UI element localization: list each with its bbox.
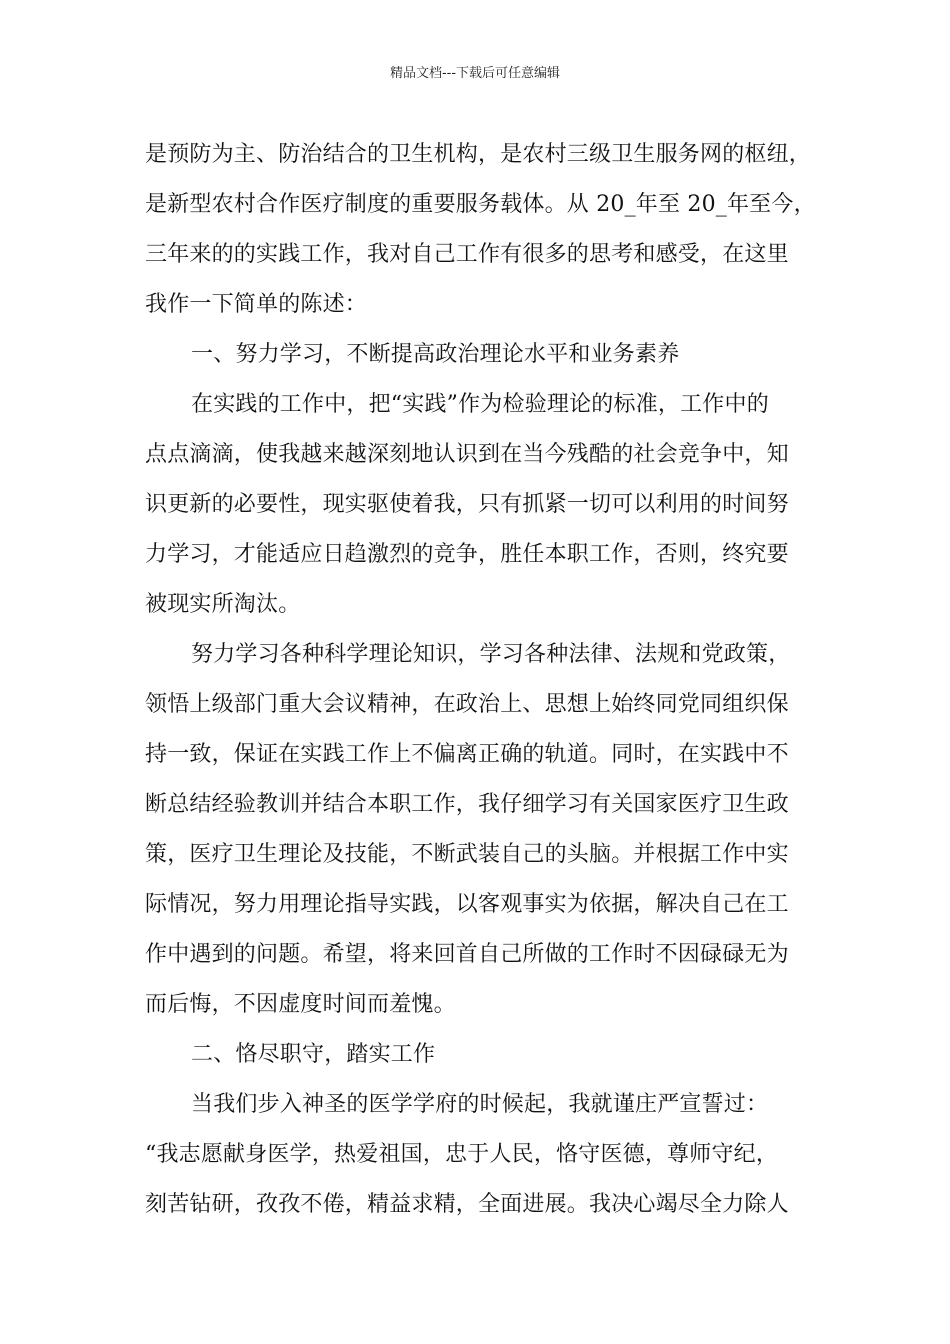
text-line: 在实践的工作中，把“实践”作为检验理论的标准，工作中的 (191, 392, 769, 417)
text-line: 三年来的的实践工作，我对自己工作有很多的思考和感受，在这里 (145, 242, 789, 267)
text-line: 当我们步入神圣的医学学府的时候起，我就谨庄严宣誓过： (191, 1092, 769, 1117)
text-line: 持一致，保证在实践工作上不偏离正确的轨道。同时，在实践中不 (145, 742, 789, 767)
text-line: “我志愿献身医学，热爱祖国，忠于人民，恪守医德，尊师守纪， (145, 1142, 779, 1167)
text-line: 是预防为主、防治结合的卫生机构，是农村三级卫生服务网的枢纽， (145, 142, 812, 167)
text-line: 作中遇到的问题。希望，将来回首自己所做的工作时不因碌碌无为 (145, 942, 789, 967)
text-line: 策，医疗卫生理论及技能，不断武装自己的头脑。并根据工作中实 (145, 842, 789, 867)
text-line: 努力学习各种科学理论知识，学习各种法律、法规和党政策， (191, 642, 791, 667)
text-line: 而后悔，不因虚度时间而羞愧。 (145, 992, 456, 1017)
text-line: 我作一下简单的陈述： (145, 292, 368, 317)
text-line: 断总结经验教训并结合本职工作，我仔细学习有关国家医疗卫生政 (145, 792, 789, 817)
page-header: 精品文档---下载后可任意编辑 (389, 66, 561, 81)
text-line: 被现实所淘汰。 (145, 592, 301, 617)
body-text (145, 130, 815, 1230)
text-line: 力学习，才能适应日趋激烈的竞争，胜任本职工作，否则，终究要 (145, 542, 789, 567)
text-line: 识更新的必要性，现实驱使着我，只有抓紧一切可以利用的时间努 (145, 492, 789, 517)
text-line: 刻苦钻研，孜孜不倦，精益求精，全面进展。我决心竭尽全力除人 (145, 1192, 789, 1217)
section-heading-2: 二、恪尽职守，踏实工作 (191, 1042, 436, 1067)
section-heading-1: 一、努力学习，不断提高政治理论水平和业务素养 (191, 342, 680, 367)
text-line: 际情况，努力用理论指导实践，以客观事实为依据，解决自己在工 (145, 892, 789, 917)
text-line: 是新型农村合作医疗制度的重要服务载体。从 20_年至 20_年至今， (145, 192, 816, 217)
text-line: 领悟上级部门重大会议精神，在政治上、思想上始终同党同组织保 (145, 692, 789, 717)
text-line: 点点滴滴，使我越来越深刻地认识到在当今残酷的社会竞争中，知 (145, 442, 789, 467)
